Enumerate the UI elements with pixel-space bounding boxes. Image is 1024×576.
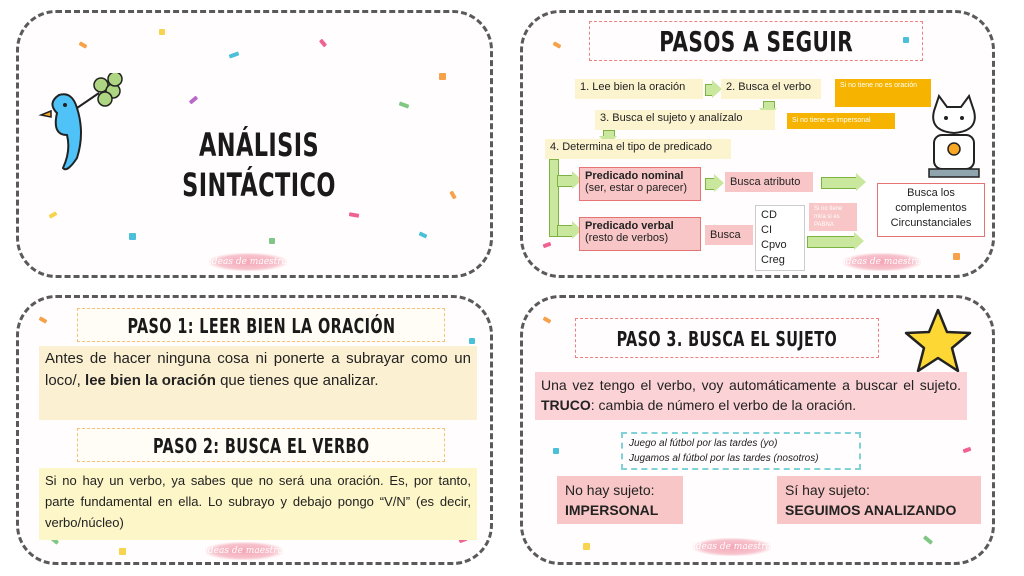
paso1-text-bold: lee bien la oración bbox=[85, 372, 216, 389]
star-icon bbox=[903, 306, 973, 376]
busca-box: Busca bbox=[705, 225, 753, 245]
complement-cd: CD bbox=[761, 209, 777, 221]
card-title bbox=[16, 10, 493, 278]
paso1-text bbox=[39, 346, 477, 420]
pabna-note: Si no tiene mira si es PABNA bbox=[809, 203, 857, 231]
no-subject-box bbox=[557, 476, 683, 524]
card-steps bbox=[520, 10, 995, 278]
predicado-verbal-box bbox=[579, 217, 701, 251]
paso1-title bbox=[77, 308, 445, 342]
paso2-text: Si no hay un verbo, ya sabes que no será una oración. Es, por tanto, parte fundamental en ella. Lo subrayo y debajo pongo “V/N” (es decir, verbo/núcleo) bbox=[39, 468, 477, 540]
predicado-nominal-sub: (ser, estar o parecer) bbox=[585, 182, 688, 194]
signature-logo: ideas de maestra bbox=[693, 538, 771, 556]
bird-clover-icon bbox=[37, 73, 137, 183]
no-subject-label: No hay sujeto: bbox=[565, 482, 655, 498]
arrow-right bbox=[821, 177, 857, 189]
lucky-cat-icon bbox=[919, 91, 989, 181]
arrow-right bbox=[557, 175, 573, 187]
predicado-verbal-title: Predicado verbal bbox=[585, 220, 674, 232]
signature-logo: ideas de maestra bbox=[205, 542, 283, 560]
yes-subject-box bbox=[777, 476, 981, 524]
paso3-title bbox=[575, 318, 879, 358]
examples-box bbox=[621, 432, 861, 470]
step3-box: 3. Busca el sujeto y analízalo bbox=[595, 110, 775, 130]
complement-cpvo: Cpvo bbox=[761, 239, 787, 251]
arrow-down bbox=[603, 130, 615, 137]
signature-logo: ideas de maestra bbox=[209, 253, 287, 271]
no-verb-note: Si no tiene no es oración bbox=[835, 79, 931, 107]
steps-title-text: PASOS A SEGUIR bbox=[659, 25, 853, 58]
arrow-right bbox=[705, 84, 713, 96]
paso1-title-text: PASO 1: LEER BIEN LA ORACIÓN bbox=[127, 314, 395, 338]
complements-list bbox=[755, 205, 805, 271]
complement-creg: Creg bbox=[761, 254, 785, 266]
card-paso3 bbox=[520, 295, 995, 565]
yes-subject-label: Sí hay sujeto: bbox=[785, 482, 870, 498]
arrow-right bbox=[705, 178, 715, 190]
paso3-text-a: Una vez tengo el verbo, voy automáticamente a buscar el sujeto. bbox=[541, 377, 961, 393]
example-1: Juego al fútbol por las tardes (yo) bbox=[629, 438, 778, 449]
busca-atributo-box: Busca atributo bbox=[725, 172, 813, 192]
predicado-verbal-sub: (resto de verbos) bbox=[585, 232, 669, 244]
arrow-right bbox=[807, 236, 855, 248]
no-subject-value: IMPERSONAL bbox=[565, 502, 659, 518]
circunstanciales-box: Busca los complementos Circunstanciales bbox=[877, 183, 985, 237]
paso3-title-text: PASO 3. BUSCA EL SUJETO bbox=[616, 327, 838, 351]
paso3-text bbox=[535, 372, 967, 420]
example-2: Jugamos al fútbol por las tardes (nosotros) bbox=[629, 453, 819, 464]
yes-subject-value: SEGUIMOS ANALIZANDO bbox=[785, 502, 957, 518]
complement-ci: CI bbox=[761, 224, 772, 236]
predicado-nominal-title: Predicado nominal bbox=[585, 170, 684, 182]
paso1-text-b: que tienes que analizar. bbox=[215, 372, 379, 389]
impersonal-note: Si no tiene es impersonal bbox=[787, 113, 895, 129]
step4-box: 4. Determina el tipo de predicado bbox=[545, 139, 731, 159]
steps-title bbox=[589, 21, 923, 61]
card-paso1-2 bbox=[16, 295, 493, 565]
paso1-text-a: Antes de hacer ninguna cosa ni ponerte a subrayar como un loco/, bbox=[45, 350, 471, 389]
paso2-title-text: PASO 2: BUSCA EL VERBO bbox=[152, 434, 370, 458]
step2-box: 2. Busca el verbo bbox=[721, 79, 821, 99]
paso2-title bbox=[77, 428, 445, 462]
page-title: ANÁLISIS SINTÁCTICO bbox=[182, 126, 336, 204]
arrow-down bbox=[763, 101, 775, 109]
signature-logo: ideas de maestra bbox=[843, 253, 921, 271]
arrow-right bbox=[557, 225, 573, 237]
paso3-text-b: : cambia de número el verbo de la oración. bbox=[590, 397, 857, 413]
step1-box: 1. Lee bien la oración bbox=[575, 79, 703, 99]
predicado-nominal-box bbox=[579, 167, 701, 201]
paso3-text-bold: TRUCO bbox=[541, 397, 591, 413]
